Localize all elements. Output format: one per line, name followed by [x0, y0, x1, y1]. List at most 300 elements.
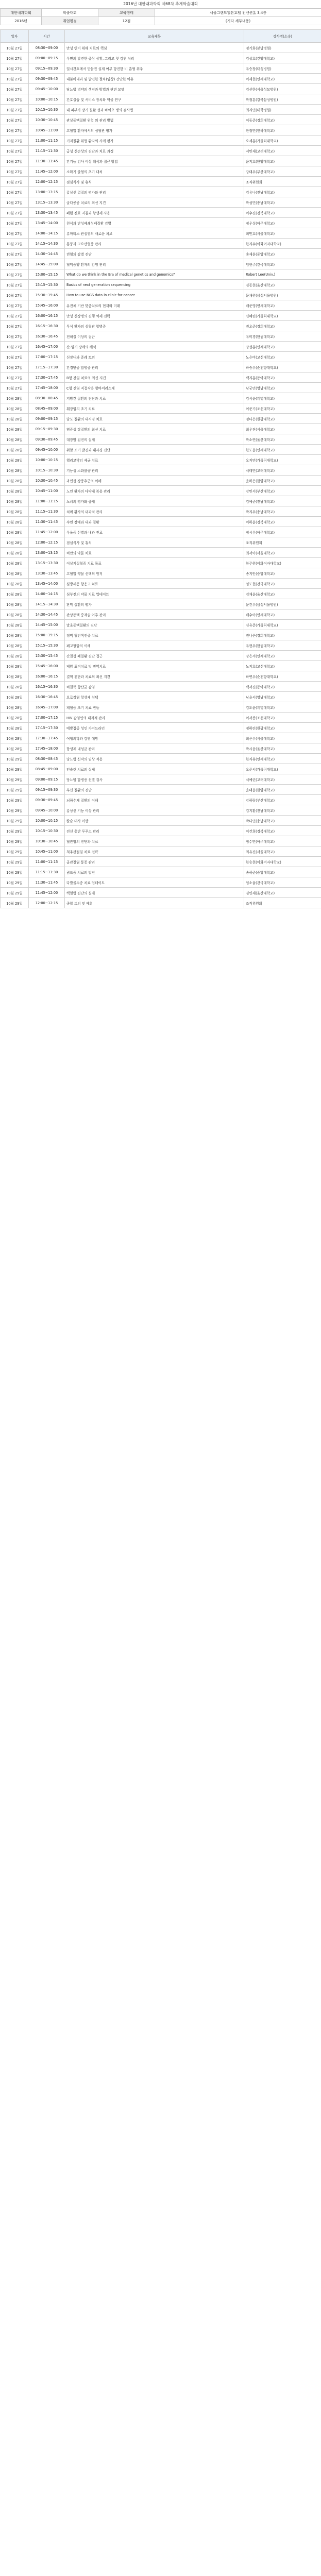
row-lecturer: 송재훈(중앙대학교)	[244, 249, 321, 259]
row-title: 간기능 검사 이상 해석과 접근 방법	[65, 156, 244, 166]
row-time: 13:45~14:00	[29, 579, 65, 589]
row-time: 10:45~11:00	[29, 486, 65, 496]
table-row	[1, 743, 321, 754]
row-date: 10월 28일	[1, 682, 29, 692]
row-lecturer: 조직위원회	[244, 898, 321, 908]
row-title: HIV 감염인의 내과적 관리	[65, 713, 244, 723]
row-title: 점심식사 및 휴식	[65, 537, 244, 548]
table-row	[1, 506, 321, 517]
table-row	[1, 383, 321, 393]
row-time: 11:15~11:30	[29, 506, 65, 517]
table-row	[1, 888, 321, 898]
row-title: 당뇨병 신약의 임상 적용	[65, 754, 244, 764]
row-date: 10월 28일	[1, 609, 29, 620]
row-time: 08:30~08:45	[29, 393, 65, 403]
row-date: 10월 27일	[1, 166, 29, 177]
row-date: 10월 27일	[1, 239, 29, 249]
row-lecturer: 백서진(동아대학교)	[244, 682, 321, 692]
row-time: 11:15~11:30	[29, 867, 65, 877]
row-lecturer: 임소율(건국대학교)	[244, 877, 321, 888]
row-date: 10월 28일	[1, 527, 29, 537]
row-title: B형 간염 치료의 최신 지견	[65, 372, 244, 383]
row-date: 10월 27일	[1, 84, 29, 94]
row-date: 10월 28일	[1, 548, 29, 558]
table-row	[1, 43, 321, 53]
row-title: 뇌하수체 질환의 이해	[65, 795, 244, 805]
schedule-header-row	[1, 30, 321, 43]
row-time: 17:15~17:30	[29, 362, 65, 372]
row-title: C형 간염 직접작용 항바이러스제	[65, 383, 244, 393]
row-lecturer: 윤태윤(한양대학교)	[244, 785, 321, 795]
row-lecturer: 권나은(경희대학교)	[244, 630, 321, 640]
row-time: 09:30~09:45	[29, 795, 65, 805]
table-row	[1, 785, 321, 795]
table-row	[1, 208, 321, 218]
table-row	[1, 352, 321, 362]
row-title: 천식과 만성폐쇄성폐질환 감별	[65, 218, 244, 228]
row-lecturer: 최민호(서울대학교)	[244, 228, 321, 239]
row-date: 10월 27일	[1, 249, 29, 259]
table-row	[1, 795, 321, 805]
row-title: 헬리코박터 제균 치료	[65, 455, 244, 465]
row-date: 10월 28일	[1, 517, 29, 527]
row-title: 여행의학과 감염 예방	[65, 733, 244, 743]
row-date: 10월 28일	[1, 713, 29, 723]
table-row	[1, 311, 321, 321]
table-row	[1, 486, 321, 496]
row-time: 17:30~17:45	[29, 733, 65, 743]
row-title: Basics of next generation sequencing	[65, 280, 244, 290]
row-time: 15:00~15:15	[29, 630, 65, 640]
row-lecturer: 최서아(서울대학교)	[244, 548, 321, 558]
row-title: 만성 변비 위해 치료의 핵심	[65, 43, 244, 53]
row-time: 10:30~10:45	[29, 476, 65, 486]
row-lecturer: 이동준(경희대학교)	[244, 115, 321, 125]
row-lecturer: 이하윤(경북대학교)	[244, 517, 321, 527]
row-time: 11:00~11:15	[29, 135, 65, 146]
row-date: 10월 27일	[1, 311, 29, 321]
row-title: 폐고혈압의 이해	[65, 640, 244, 651]
row-title: 관상동맥 중재술 이후 관리	[65, 609, 244, 620]
table-row	[1, 558, 321, 568]
table-row	[1, 661, 321, 671]
row-title: 칼슘 대사 이상	[65, 816, 244, 826]
row-lecturer: 박소연(울산대학교)	[244, 434, 321, 445]
row-title: How to use NGS data in clinic for cancer	[65, 290, 244, 300]
row-time: 08:45~09:00	[29, 764, 65, 774]
row-title: 소화기 출혈의 초기 대처	[65, 166, 244, 177]
table-row	[1, 496, 321, 506]
row-lecturer: 남궁민(영남대학교)	[244, 383, 321, 393]
table-row	[1, 599, 321, 609]
row-title: 급성 신손상의 진단과 치료 과정	[65, 146, 244, 156]
row-date: 10월 29일	[1, 774, 29, 785]
row-lecturer: 김유나(전남대학교)	[244, 187, 321, 197]
row-title: 치매 환자의 내과적 관리	[65, 506, 244, 517]
row-date: 10월 28일	[1, 579, 29, 589]
row-title: 인슐린 치료의 실제	[65, 764, 244, 774]
row-date: 10월 28일	[1, 743, 29, 754]
row-time: 16:45~17:00	[29, 702, 65, 713]
table-row	[1, 239, 321, 249]
row-time: 14:30~14:45	[29, 609, 65, 620]
table-row	[1, 826, 321, 836]
row-lecturer: 최은우(서울대학교)	[244, 733, 321, 743]
row-lecturer: 박지우(충남대학교)	[244, 506, 321, 517]
row-date: 10월 27일	[1, 177, 29, 187]
table-row	[1, 527, 321, 537]
table-row	[1, 228, 321, 239]
row-date: 10월 29일	[1, 785, 29, 795]
table-row	[1, 259, 321, 269]
row-title: 고혈압 환자에서의 심혈관 평가	[65, 125, 244, 135]
header-title: 교육제목	[65, 30, 244, 43]
row-time: 17:00~17:15	[29, 713, 65, 723]
table-row	[1, 867, 321, 877]
header-date: 일자	[1, 30, 29, 43]
row-time: 10:45~11:00	[29, 846, 65, 857]
row-title: 위암 조기 발견과 내시경 진단	[65, 445, 244, 455]
row-time: 14:00~14:15	[29, 228, 65, 239]
row-title: 내 피부가 장기 질환 성과 바이오 병의 검사법	[65, 105, 244, 115]
table-row	[1, 300, 321, 311]
table-row	[1, 640, 321, 651]
row-lecturer: 노지호(고신대학교)	[244, 661, 321, 671]
row-title: 지방간 질환의 진단과 치료	[65, 393, 244, 403]
row-lecturer: 서태민(고려대학교)	[244, 465, 321, 476]
row-lecturer: 박정훈(강북삼성병원)	[244, 94, 321, 105]
row-date: 10월 27일	[1, 383, 29, 393]
row-title: 요로감염 항생제 선택	[65, 692, 244, 702]
table-row	[1, 692, 321, 702]
year-value: 2016년	[1, 17, 42, 25]
row-date: 10월 28일	[1, 434, 29, 445]
row-title: 말초동맥질환의 진단	[65, 620, 244, 630]
table-row	[1, 609, 321, 620]
row-time: 09:00~09:15	[29, 53, 65, 63]
table-row	[1, 424, 321, 434]
row-lecturer: 유현우(한림대학교)	[244, 640, 321, 651]
row-date: 10월 28일	[1, 393, 29, 403]
row-date: 10월 29일	[1, 857, 29, 867]
row-lecturer: 강하람(부산대학교)	[244, 795, 321, 805]
row-lecturer: 이서준(조선대학교)	[244, 713, 321, 723]
row-time: 12:00~12:15	[29, 537, 65, 548]
row-lecturer: 조직위원회	[244, 177, 321, 187]
row-title: 췌장염의 초기 치료	[65, 403, 244, 414]
row-time: 16:45~17:00	[29, 342, 65, 352]
row-lecturer: 김서윤(계명대학교)	[244, 393, 321, 403]
row-date: 10월 27일	[1, 125, 29, 135]
row-title: 기능성 소화불량 관리	[65, 465, 244, 476]
row-date: 10월 28일	[1, 702, 29, 713]
row-lecturer: 한승현(이화여자대학교)	[244, 857, 321, 867]
row-time: 16:15~16:30	[29, 321, 65, 331]
row-time: 09:15~09:30	[29, 63, 65, 74]
row-time: 08:30~09:00	[29, 43, 65, 53]
row-lecturer: 김도윤(계명대학교)	[244, 702, 321, 713]
row-date: 10월 28일	[1, 640, 29, 651]
table-row	[1, 589, 321, 599]
row-title: 우울증 선별과 내과 진료	[65, 527, 244, 537]
row-date: 10월 29일	[1, 754, 29, 764]
table-row	[1, 434, 321, 445]
row-date: 10월 28일	[1, 414, 29, 424]
table-row	[1, 723, 321, 733]
row-lecturer: 정우성(아주대학교)	[244, 218, 321, 228]
table-row	[1, 898, 321, 908]
row-lecturer: 김예준(전남대학교)	[244, 496, 321, 506]
row-lecturer: 장성훈(인제대학교)	[244, 342, 321, 352]
schedule-body	[1, 43, 321, 908]
row-date: 10월 28일	[1, 424, 29, 434]
table-row	[1, 754, 321, 764]
row-title: 폐렴 진료 지침과 항생제 사용	[65, 208, 244, 218]
row-title: 유전체 기반 맞춤치료의 현재와 미래	[65, 300, 244, 311]
row-date: 10월 28일	[1, 651, 29, 661]
row-title: 이상지질혈증 치료 목표	[65, 558, 244, 568]
row-title: 갑상선 결절의 평가와 관리	[65, 187, 244, 197]
row-date: 10월 28일	[1, 486, 29, 496]
row-lecturer: 오지민(가톨릭대학교)	[244, 455, 321, 465]
row-time: 14:30~14:45	[29, 249, 65, 259]
credit-label: 취업평점	[42, 17, 98, 25]
row-lecturer: 정시우(아주대학교)	[244, 527, 321, 537]
row-title: 간경변증 합병증 관리	[65, 362, 244, 372]
row-time: 16:00~16:15	[29, 311, 65, 321]
page	[0, 0, 321, 908]
row-time: 13:00~13:15	[29, 187, 65, 197]
period-label: 교육형태	[98, 9, 155, 17]
row-time: 10:45~11:00	[29, 125, 65, 135]
row-time: 11:45~12:00	[29, 527, 65, 537]
row-time: 15:30~15:45	[29, 290, 65, 300]
row-title: 심부전의 약물 치료 업데이트	[65, 589, 244, 599]
row-time: 09:30~09:45	[29, 74, 65, 84]
table-row	[1, 620, 321, 630]
row-lecturer: 백지훈(동아대학교)	[244, 372, 321, 383]
table-row	[1, 53, 321, 63]
table-row	[1, 733, 321, 743]
row-time: 13:00~13:15	[29, 548, 65, 558]
row-date: 10월 29일	[1, 826, 29, 836]
table-row	[1, 63, 321, 74]
row-lecturer: 정기화(분당병원)	[244, 43, 321, 53]
row-time: 10:30~10:45	[29, 115, 65, 125]
row-date: 10월 27일	[1, 105, 29, 115]
table-row	[1, 249, 321, 259]
row-title: 골다공증 치료의 최신 지견	[65, 197, 244, 208]
row-lecturer: 이건희(경북대학교)	[244, 826, 321, 836]
row-time: 16:30~16:45	[29, 692, 65, 702]
table-row	[1, 476, 321, 486]
row-time: 17:00~17:15	[29, 352, 65, 362]
table-row	[1, 651, 321, 661]
row-date: 10월 29일	[1, 867, 29, 877]
row-time: 12:00~12:15	[29, 177, 65, 187]
table-row	[1, 702, 321, 713]
row-title: 갑상선 기능 이상 관리	[65, 805, 244, 816]
row-lecturer: 문채원(삼성서울병원)	[244, 290, 321, 300]
row-time: 17:30~17:45	[29, 372, 65, 383]
row-date: 10월 29일	[1, 846, 29, 857]
row-title: 기저질환 위협 환자의 사례 평가	[65, 135, 244, 146]
period-value: 서울그랜드힐튼호텔 컨벤션홀 3,4층	[155, 9, 321, 17]
row-lecturer: 하연우(순천향대학교)	[244, 671, 321, 682]
table-row	[1, 218, 321, 228]
row-date: 10월 27일	[1, 218, 29, 228]
row-time: 10:00~10:15	[29, 455, 65, 465]
row-time: 15:15~15:30	[29, 280, 65, 290]
row-time: 14:15~14:30	[29, 599, 65, 609]
row-time: 11:45~12:00	[29, 888, 65, 898]
row-time: 10:30~10:45	[29, 836, 65, 846]
type-value: (기타 세부내용)	[155, 17, 321, 25]
table-row	[1, 517, 321, 527]
row-date: 10월 28일	[1, 476, 29, 486]
row-time: 13:30~13:45	[29, 568, 65, 579]
row-time: 13:30~13:45	[29, 208, 65, 218]
row-title: 과민성 장증후군의 이해	[65, 476, 244, 486]
row-lecturer: 정수민(아주대학교)	[244, 836, 321, 846]
row-date: 10월 27일	[1, 331, 29, 342]
table-row	[1, 877, 321, 888]
row-lecturer: 윤하은(한양대학교)	[244, 476, 321, 486]
row-time: 11:45~12:00	[29, 166, 65, 177]
row-title: 관상동맥질환 위험 의 관리 방법	[65, 115, 244, 125]
row-time: 15:00~15:15	[29, 269, 65, 280]
row-time: 08:45~09:00	[29, 403, 65, 414]
row-time: 10:15~10:30	[29, 465, 65, 476]
row-date: 10월 28일	[1, 445, 29, 455]
row-date: 10월 27일	[1, 269, 29, 280]
row-date: 10월 28일	[1, 558, 29, 568]
row-lecturer: 오준서(가톨릭대학교)	[244, 764, 321, 774]
row-time: 11:30~11:45	[29, 156, 65, 166]
table-row	[1, 713, 321, 723]
row-title: 당뇨병 합병증 선별 검사	[65, 774, 244, 785]
row-title: 패혈증 초기 치료 번들	[65, 702, 244, 713]
table-row	[1, 372, 321, 383]
row-date: 10월 27일	[1, 156, 29, 166]
row-lecturer: 강민서(부산대학교)	[244, 486, 321, 496]
row-title: 투석 환자의 심혈관 합병증	[65, 321, 244, 331]
row-lecturer: 윤지호(한양대학교)	[244, 156, 321, 166]
row-time: 15:30~15:45	[29, 651, 65, 661]
table-row	[1, 187, 321, 197]
row-lecturer: 정다은(원광대학교)	[244, 414, 321, 424]
table-row	[1, 579, 321, 589]
row-time: 15:45~16:00	[29, 661, 65, 671]
row-date: 10월 27일	[1, 300, 29, 311]
row-title: 당뇨병 병약의 생전과 방법과 관련 모델	[65, 84, 244, 94]
page-title: 2016년 대한내과학회 제68차 추계학술대회	[123, 2, 198, 6]
row-time: 16:00~16:15	[29, 671, 65, 682]
type-label: 학술대회	[42, 9, 98, 17]
row-lecturer: 김민재(울산대학교)	[244, 888, 321, 898]
row-time: 17:15~17:30	[29, 723, 65, 733]
row-title: 예방접종 성인 가이드라인	[65, 723, 244, 733]
row-lecturer: 권오준(경희대학교)	[244, 321, 321, 331]
table-row	[1, 105, 321, 115]
row-date: 10월 27일	[1, 115, 29, 125]
table-row	[1, 774, 321, 785]
table-row	[1, 135, 321, 146]
table-row	[1, 177, 321, 187]
row-time: 09:45~10:00	[29, 445, 65, 455]
row-date: 10월 27일	[1, 208, 29, 218]
row-time: 09:15~09:30	[29, 785, 65, 795]
table-row	[1, 537, 321, 548]
table-row	[1, 403, 321, 414]
table-row	[1, 166, 321, 177]
row-lecturer: 서민재(고려대학교)	[244, 146, 321, 156]
row-title: 담도 질환의 내시경 치료	[65, 414, 244, 424]
row-time: 15:15~15:30	[29, 640, 65, 651]
row-date: 10월 29일	[1, 898, 29, 908]
row-date: 10월 28일	[1, 620, 29, 630]
row-title: 신장내과 증례 토의	[65, 352, 244, 362]
row-lecturer: 김선한(서울성모병원)	[244, 84, 321, 94]
row-date: 10월 28일	[1, 599, 29, 609]
row-title: 비결핵 항산균 감염	[65, 682, 244, 692]
row-lecturer: 장은서(인제대학교)	[244, 651, 321, 661]
row-title: 우면의 발견한 증상 상황, 그리고 첫 감염 처리	[65, 53, 244, 63]
row-date: 10월 28일	[1, 496, 29, 506]
table-row	[1, 146, 321, 156]
info-table	[0, 8, 321, 25]
row-lecturer: 배수아(연세대학교)	[244, 609, 321, 620]
table-row	[1, 630, 321, 640]
table-row	[1, 321, 321, 331]
row-time: 13:45~14:00	[29, 218, 65, 228]
row-lecturer: 오세훈(가톨릭대학교)	[244, 135, 321, 146]
row-time: 16:15~16:30	[29, 682, 65, 692]
row-date: 10월 28일	[1, 568, 29, 579]
row-time: 17:45~18:00	[29, 743, 65, 754]
table-row	[1, 816, 321, 826]
table-row	[1, 94, 321, 105]
row-lecturer: 김동현(울산대학교)	[244, 280, 321, 290]
row-time: 15:45~16:00	[29, 300, 65, 311]
row-lecturer: 신유준(가톨릭대학교)	[244, 620, 321, 630]
row-title: 전신 홍반 루푸스 관리	[65, 826, 244, 836]
row-title: 전해질 이상의 접근	[65, 331, 244, 342]
row-lecturer: 신혜린(가톨릭대학교)	[244, 311, 321, 321]
row-title: 점심식사 및 휴식	[65, 177, 244, 187]
row-title: 림프종 치료의 발전	[65, 867, 244, 877]
row-title: 부신 질환의 진단	[65, 785, 244, 795]
row-date: 10월 28일	[1, 537, 29, 548]
row-lecturer: 박시윤(울산대학교)	[244, 743, 321, 754]
row-date: 10월 27일	[1, 290, 29, 300]
row-title: 판막 질환의 평가	[65, 599, 244, 609]
table-row	[1, 857, 321, 867]
row-time: 09:30~09:45	[29, 434, 65, 445]
row-lecturer: 송지안(중앙대학교)	[244, 568, 321, 579]
row-lecturer: 한주원(이화여자대학교)	[244, 558, 321, 568]
row-lecturer: 임현주(건국대학교)	[244, 259, 321, 269]
row-date: 10월 29일	[1, 836, 29, 846]
header-time: 시간	[29, 30, 65, 43]
row-title: 골관절염 통증 관리	[65, 857, 244, 867]
row-date: 10월 29일	[1, 764, 29, 774]
row-title: 일시간호에서 만들진 실제 여부 항진한 비 흡혈 위주	[65, 63, 244, 74]
row-lecturer: 최유진(서울대학교)	[244, 846, 321, 857]
table-row	[1, 84, 321, 94]
row-time: 14:15~14:30	[29, 239, 65, 249]
row-lecturer: 김성호(건양대학교)	[244, 53, 321, 63]
